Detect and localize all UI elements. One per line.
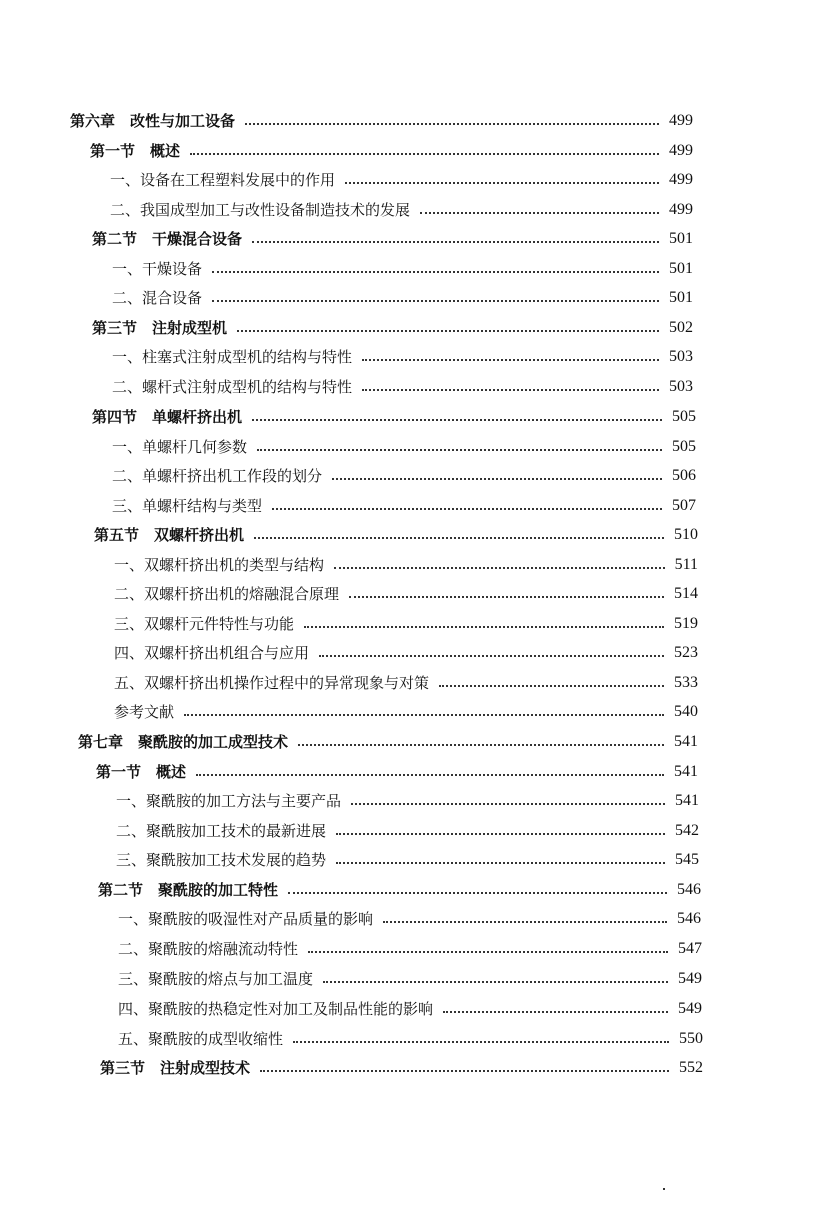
dot-leader (332, 476, 662, 480)
toc-item (116, 847, 699, 873)
toc-page-number: 549 (678, 970, 702, 987)
toc-title: 第三节 注射成型技术 (100, 1059, 251, 1077)
toc-title: 三、聚酰胺加工技术发展的趋势 (116, 851, 327, 869)
dot-leader (349, 594, 664, 598)
toc-page-number: 545 (675, 851, 699, 868)
toc-item (114, 581, 698, 607)
toc-page-number: 547 (678, 940, 702, 957)
dot-leader (336, 860, 665, 864)
toc-title: 第一节 概述 (90, 142, 181, 160)
dot-leader (184, 712, 664, 716)
dot-leader (304, 624, 664, 628)
dot-leader (190, 151, 659, 155)
toc-title: 二、聚酰胺加工技术的最新进展 (116, 822, 327, 840)
toc-page-number: 541 (674, 763, 698, 780)
toc-page-number: 499 (669, 201, 693, 218)
toc-section (96, 759, 698, 785)
toc-page-number: 505 (672, 408, 696, 425)
toc-title: 三、双螺杆元件特性与功能 (114, 615, 295, 633)
toc-chapter (70, 108, 693, 134)
toc-page-number: 507 (672, 497, 696, 514)
toc-title: 五、双螺杆挤出机操作过程中的异常现象与对策 (114, 674, 430, 692)
toc-item (110, 167, 693, 193)
toc-item (116, 818, 699, 844)
dot-leader (257, 447, 662, 451)
toc-page-number: 540 (674, 703, 698, 720)
toc-item (112, 374, 693, 400)
dot-leader (345, 180, 659, 184)
toc-item (112, 493, 696, 519)
toc-item (116, 788, 699, 814)
dot-leader (383, 919, 667, 923)
toc-title: 第四节 单螺杆挤出机 (92, 408, 243, 426)
toc-item (112, 344, 693, 370)
dot-leader (288, 890, 667, 894)
toc-item (112, 256, 693, 282)
toc-item (114, 699, 698, 725)
toc-title: 一、聚酰胺的加工方法与主要产品 (116, 792, 342, 810)
toc-page-number: 519 (674, 615, 698, 632)
toc-page-number: 552 (679, 1059, 703, 1076)
dot-leader (420, 210, 659, 214)
toc-page-number: 550 (679, 1030, 703, 1047)
toc-item (112, 434, 696, 460)
toc-page-number: 503 (669, 378, 693, 395)
dot-leader (443, 1009, 668, 1013)
toc-title: 第六章 改性与加工设备 (70, 112, 236, 130)
dot-leader (308, 949, 668, 953)
toc-page-number: 542 (675, 822, 699, 839)
page-mark (663, 1188, 665, 1190)
toc-title: 三、聚酰胺的熔点与加工温度 (118, 970, 314, 988)
dot-leader (362, 357, 659, 361)
toc-page-number: 510 (674, 526, 698, 543)
toc-title: 一、柱塞式注射成型机的结构与特性 (112, 348, 353, 366)
toc-title: 二、聚酰胺的熔融流动特性 (118, 940, 299, 958)
dot-leader (298, 742, 664, 746)
toc-page-number: 541 (675, 792, 699, 809)
toc-item (114, 670, 698, 696)
dot-leader (212, 298, 659, 302)
toc-page-number: 541 (674, 733, 698, 750)
toc-title: 三、单螺杆结构与类型 (112, 497, 263, 515)
dot-leader (323, 979, 668, 983)
toc-title: 第一节 概述 (96, 763, 187, 781)
dot-leader (260, 1068, 669, 1072)
toc-section (94, 522, 698, 548)
toc-page-number: 501 (669, 260, 693, 277)
dot-leader (196, 772, 664, 776)
dot-leader (362, 387, 659, 391)
dot-leader (252, 239, 659, 243)
toc-page-number: 501 (669, 230, 693, 247)
toc-chapter (78, 729, 698, 755)
toc-title: 第三节 注射成型机 (92, 319, 228, 337)
dot-leader (319, 653, 664, 657)
dot-leader (254, 535, 664, 539)
toc-page-number: 499 (669, 171, 693, 188)
toc-page-number: 546 (677, 881, 701, 898)
toc-title: 第二节 干燥混合设备 (92, 230, 243, 248)
dot-leader (351, 801, 665, 805)
toc-section (100, 1055, 703, 1081)
toc-item (112, 463, 696, 489)
toc-page-number: 501 (669, 289, 693, 306)
toc-section (98, 877, 701, 903)
toc-item (110, 197, 693, 223)
toc-section (92, 226, 693, 252)
toc-title: 参考文献 (114, 703, 175, 721)
toc-item (118, 1026, 703, 1052)
toc-title: 第五节 双螺杆挤出机 (94, 526, 245, 544)
toc-title: 五、聚酰胺的成型收缩性 (118, 1030, 284, 1048)
toc-title: 一、干燥设备 (112, 260, 203, 278)
toc-page-number: 533 (674, 674, 698, 691)
dot-leader (212, 269, 659, 273)
dot-leader (439, 683, 664, 687)
toc-page-number: 503 (669, 348, 693, 365)
toc-title: 二、单螺杆挤出机工作段的划分 (112, 467, 323, 485)
toc-section (92, 404, 696, 430)
toc-item (114, 640, 698, 666)
dot-leader (293, 1039, 669, 1043)
toc-page-number: 502 (669, 319, 693, 336)
toc-page-number: 514 (674, 585, 698, 602)
toc-page-number: 505 (672, 438, 696, 455)
toc-title: 四、聚酰胺的热稳定性对加工及制品性能的影响 (118, 1000, 434, 1018)
toc-page-number: 523 (674, 644, 698, 661)
toc-page-number: 549 (678, 1000, 702, 1017)
toc-title: 二、混合设备 (112, 289, 203, 307)
toc-item (114, 552, 698, 578)
toc-page-number: 499 (669, 112, 693, 129)
toc-title: 四、双螺杆挤出机组合与应用 (114, 644, 310, 662)
dot-leader (237, 328, 659, 332)
toc-title: 一、单螺杆几何参数 (112, 438, 248, 456)
toc-section (90, 138, 693, 164)
toc-title: 一、聚酰胺的吸湿性对产品质量的影响 (118, 910, 374, 928)
toc-page-number: 546 (677, 910, 701, 927)
toc-page-number: 499 (669, 142, 693, 159)
toc-title: 第二节 聚酰胺的加工特性 (98, 881, 279, 899)
toc-page-number: 506 (672, 467, 696, 484)
dot-leader (272, 506, 662, 510)
toc-title: 二、双螺杆挤出机的熔融混合原理 (114, 585, 340, 603)
toc-page-number: 511 (674, 556, 698, 573)
dot-leader (252, 417, 662, 421)
toc-item (118, 996, 702, 1022)
dot-leader (334, 565, 665, 569)
toc-title: 第七章 聚酰胺的加工成型技术 (78, 733, 289, 751)
toc-item (112, 285, 693, 311)
toc-item (118, 966, 702, 992)
dot-leader (336, 831, 665, 835)
toc-item (118, 906, 701, 932)
toc-section (92, 315, 693, 341)
toc-title: 二、我国成型加工与改性设备制造技术的发展 (110, 201, 411, 219)
toc-item (118, 936, 702, 962)
toc-item (114, 611, 698, 637)
dot-leader (245, 121, 659, 125)
toc-title: 二、螺杆式注射成型机的结构与特性 (112, 378, 353, 396)
toc-title: 一、设备在工程塑料发展中的作用 (110, 171, 336, 189)
toc-title: 一、双螺杆挤出机的类型与结构 (114, 556, 325, 574)
